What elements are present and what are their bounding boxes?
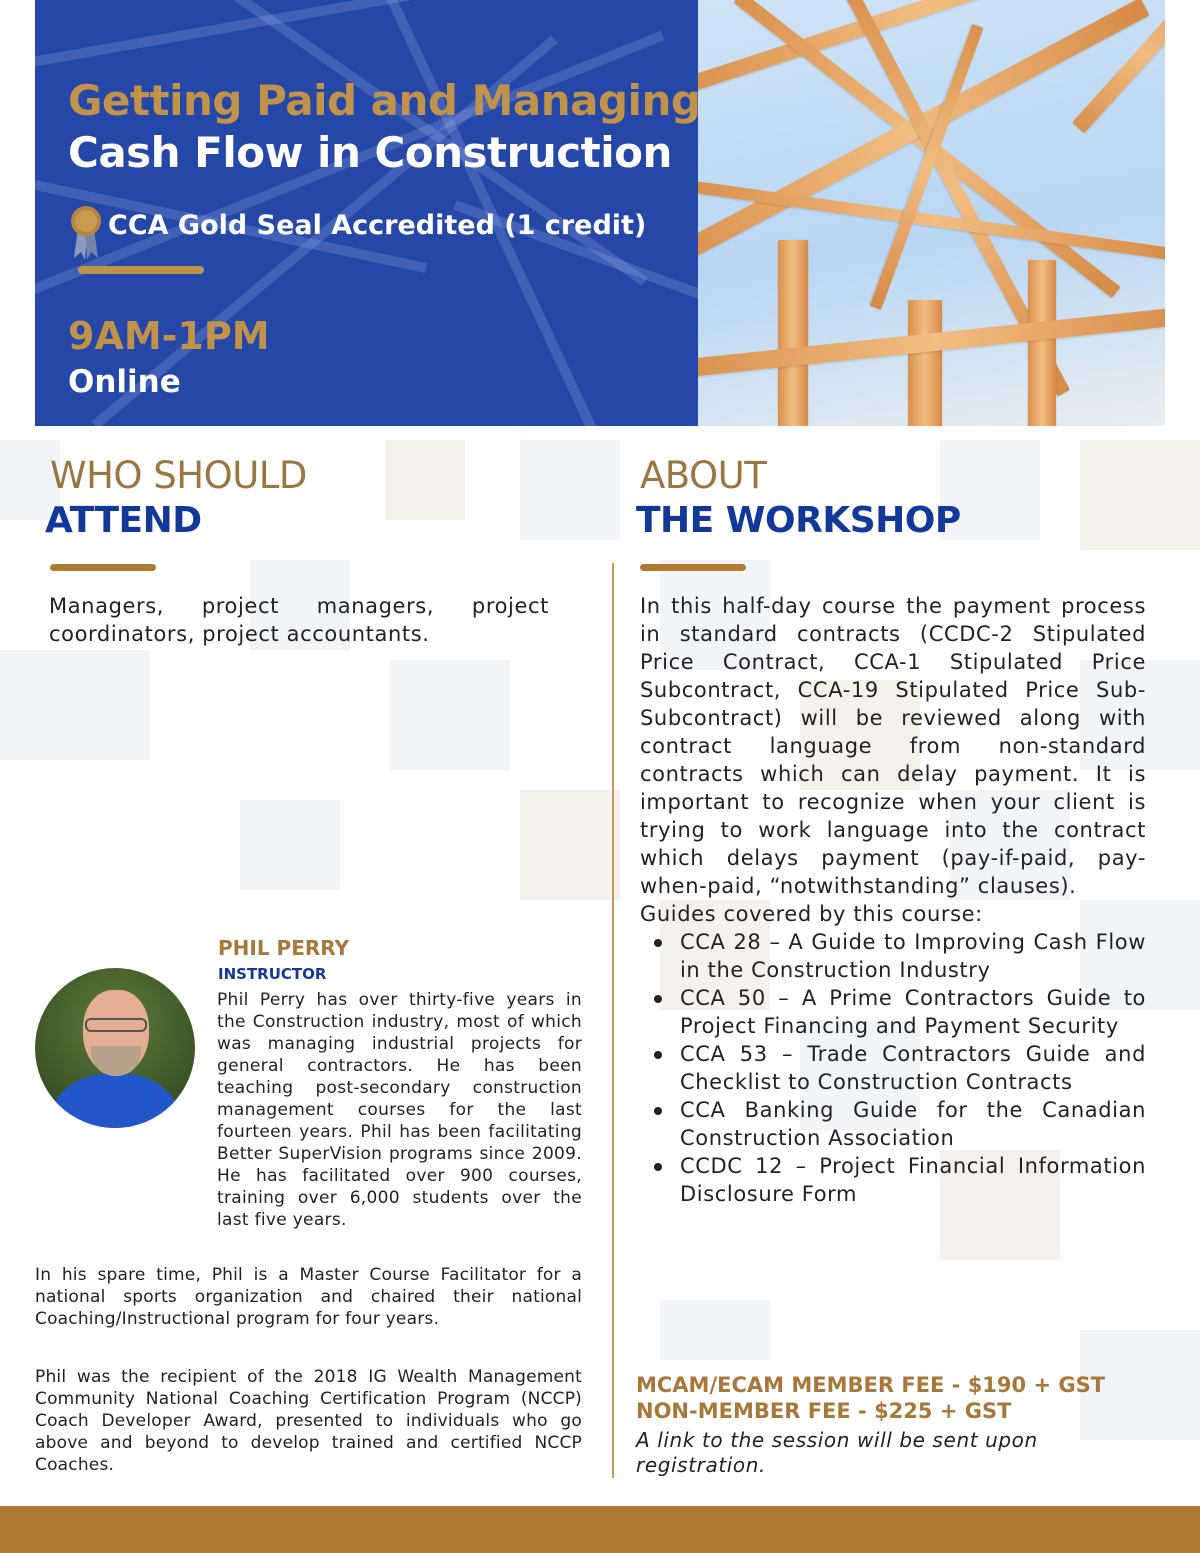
column-divider [612,563,614,1478]
instructor-role: INSTRUCTOR [218,965,327,983]
about-paragraph: In this half-day course the payment process in standard contracts (CCDC-2 Stipulated Price Contract, CCA-1 Stipulated Price Subcontract, CCA-19 Stipulated Price Sub-Subcontract) will be reviewed along with contract language from non-standard contracts which can delay payment. It is important to recognize when your client is trying to work language into the contract which delays payment (pay-if-paid, pay-when-paid, “notwithstanding” clauses). [640,594,1146,898]
instructor-bio-spare-time: In his spare time, Phil is a Master Course Facilitator for a national sports organization and chaired their national Coaching/Instructional program for four years. [35,1265,582,1329]
registration-note: A link to the session will be sent upon registration. [636,1428,1038,1477]
who-divider [50,564,156,571]
who-heading-thin: WHO SHOULD [50,454,307,497]
guide-item: CCDC 12 – Project Financial Information Disclosure Form [654,1152,1146,1208]
accreditation-label: CCA Gold Seal Accredited (1 credit) [108,210,647,241]
roof-truss-photo [698,0,1165,426]
about-heading-thin: ABOUT [640,454,767,497]
header-divider [78,266,204,274]
about-heading-bold: THE WORKSHOP [636,500,961,541]
member-fee: MCAM/ECAM MEMBER FEE - $190 + GST [636,1373,1106,1397]
instructor-bio-award: Phil was the recipient of the 2018 IG Wealth Management Community National Coaching Certification Program (NCCP) Coach Developer Award, presented to individuals who go above and beyond to develop trained and certified NCCP Coaches. [35,1367,582,1475]
guide-item: CCA 50 – A Prime Contractors Guide to Project Financing and Payment Security [654,984,1146,1040]
session-time: 9AM-1PM [68,314,270,358]
gold-seal-ribbon-icon [68,204,104,264]
instructor-photo [35,968,195,1128]
instructor-bio: Phil Perry has over thirty-five years in the Construction industry, most of which was managing industrial projects for general contractors. He has been teaching post-secondary construction management courses for the last fourteen years. Phil has been facilitating Better SuperVision programs since 2009. He has facilitated over 900 courses, training over 6,000 students over the last five years. [217,990,582,1230]
non-member-fee: NON-MEMBER FEE - $225 + GST [636,1399,1012,1423]
guide-item: CCA Banking Guide for the Canadian Construction Association [654,1096,1146,1152]
guides-intro: Guides covered by this course: [640,902,983,926]
instructor-name: PHIL PERRY [218,936,350,960]
guide-item: CCA 28 – A Guide to Improving Cash Flow in the Construction Industry [654,928,1146,984]
title-line-2: Cash Flow in Construction [68,128,672,177]
guides-list [654,928,1146,1208]
title-line-1: Getting Paid and Managing [68,76,701,125]
about-workshop-body [640,592,1146,1208]
guide-item: CCA 53 – Trade Contractors Guide and Checklist to Construction Contracts [654,1040,1146,1096]
who-should-attend-text: Managers, project managers, project coordinators, project accountants. [49,594,549,646]
session-location: Online [68,364,181,400]
about-divider [640,564,746,571]
footer-bar [0,1506,1200,1553]
who-heading-bold: ATTEND [45,500,202,541]
